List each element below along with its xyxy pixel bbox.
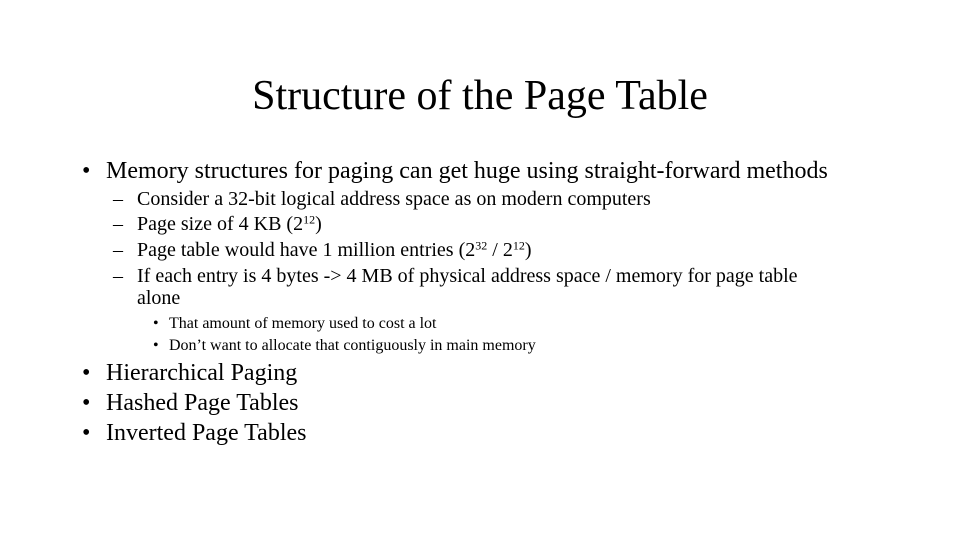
bullet-icon: •: [82, 420, 91, 446]
approach-text: Inverted Page Tables: [106, 420, 307, 446]
sub-point-text-mid: / 2: [487, 239, 513, 261]
sub-point-text: alone: [137, 287, 181, 309]
exponent: 12: [512, 238, 525, 253]
dash-icon: –: [113, 188, 123, 210]
sub-point-text-pre: Page table would have 1 million entries (2: [137, 239, 476, 261]
sub-sub-point-text: Don’t want to allocate that contiguously in main memory: [169, 337, 536, 354]
sub-point-text-post: ): [315, 213, 322, 235]
dash-icon: –: [113, 213, 123, 235]
approach-text: Hashed Page Tables: [106, 390, 299, 416]
bullet-icon: •: [82, 360, 91, 386]
slide-title: Structure of the Page Table: [252, 73, 708, 119]
approach-text: Hierarchical Paging: [106, 360, 298, 386]
dash-icon: –: [113, 239, 123, 261]
bullet-icon: •: [82, 390, 91, 416]
exponent: 12: [303, 212, 316, 227]
sub-sub-point-text: That amount of memory used to cost a lot: [169, 315, 437, 332]
exponent: 32: [475, 238, 488, 253]
sub-point-text-post: ): [524, 239, 532, 261]
main-bullet-text: Memory structures for paging can get huge using straight-forward methods: [106, 158, 828, 184]
sub-point-text: [137, 212, 322, 236]
dash-icon: –: [113, 265, 123, 287]
bullet-icon: •: [82, 158, 91, 184]
bullet-icon: •: [153, 337, 159, 354]
sub-point-text: [137, 238, 532, 262]
sub-point-text: Consider a 32-bit logical address space as on modern computers: [137, 188, 651, 210]
sub-point-text-pre: Page size of 4 KB (2: [137, 213, 304, 235]
sub-point-text: If each entry is 4 bytes -> 4 MB of physical address space / memory for page table: [137, 265, 798, 287]
bullet-icon: •: [153, 315, 159, 332]
